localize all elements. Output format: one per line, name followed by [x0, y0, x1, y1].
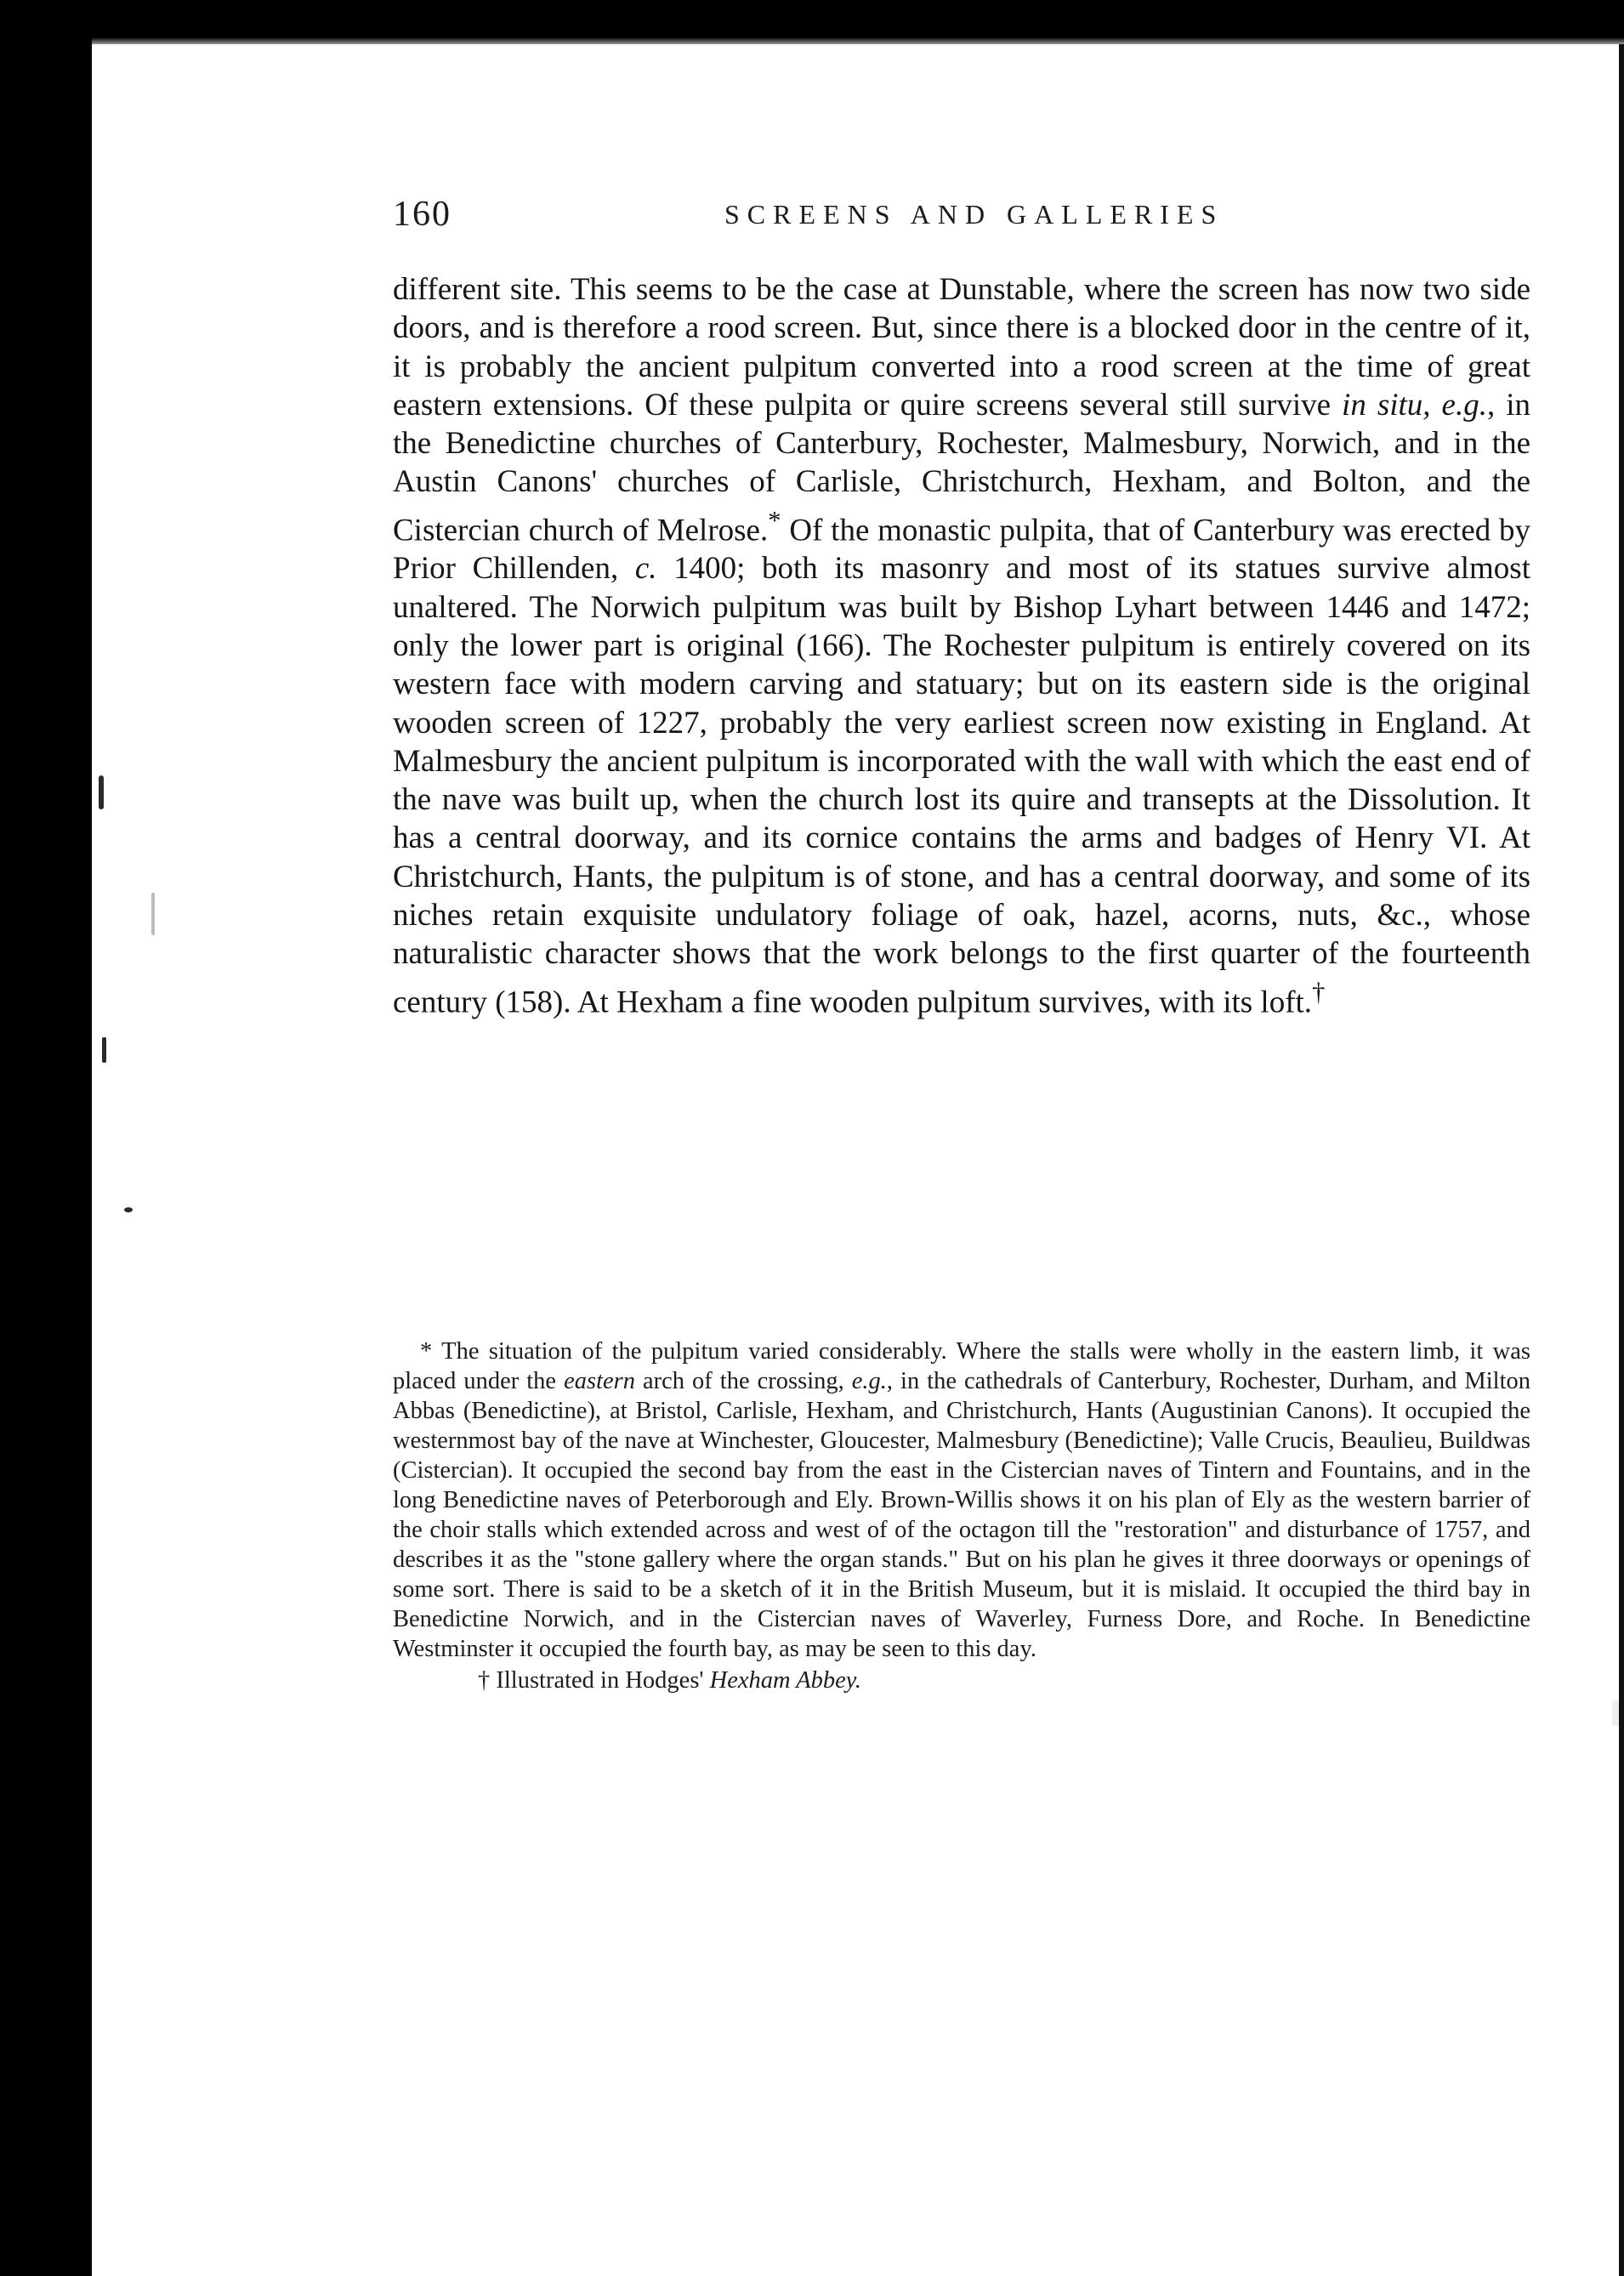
footnote-text-run: † Illustrated in Hodges'	[478, 1667, 710, 1694]
body-text-run: different site. This seems to be the case at Dunstable, where the screen has now two side doors, and is therefore a rood screen. But, since there is a blocked door in the centre of it, it is probably the ancient pulpitum converted into a rood screen at the time of great eastern extensions. Of these pulpita or quire screens several still survive	[393, 272, 1530, 423]
scan-speck	[124, 1207, 133, 1212]
footnotes	[393, 1337, 1530, 1695]
body-italic-run: c.	[634, 551, 657, 587]
footnote-mark-star: *	[768, 505, 781, 535]
scan-speck	[99, 775, 104, 809]
scan-speck	[1612, 1700, 1619, 1726]
footnote-text-run: arch of the crossing,	[635, 1368, 852, 1394]
footnote-italic-run: e.g.	[851, 1368, 887, 1394]
footnote-1	[393, 1337, 1530, 1664]
scan-right-edge	[1619, 44, 1624, 2276]
running-title: SCREENS AND GALLERIES	[724, 199, 1224, 230]
scan-speck	[151, 893, 155, 935]
running-head	[393, 194, 1294, 236]
footnote-text-run: * The situation of the pulpitum varied considerably. Where the stalls were wholly in the eastern limb, it was placed under the	[393, 1338, 1530, 1394]
page-number: 160	[393, 195, 451, 234]
body-text-run: , in the Benedictine churches of Canterbury, Rochester, Malmesbury, Norwich, and in the Austin Canons' churches of Carlisle, Christchurch, Hexham, and Bolton, and the Cistercian church of Melrose.	[393, 387, 1531, 548]
footnote-2	[393, 1666, 1530, 1695]
footnote-italic-run: eastern	[564, 1368, 635, 1394]
body-paragraph	[393, 270, 1530, 1021]
footnote-mark-dagger: †	[1312, 977, 1326, 1007]
body-text-run: Of the monastic pulpita, that of Canterbury was erected by Prior Chillenden,	[393, 513, 1530, 587]
scan-speck	[102, 1037, 106, 1063]
body-text	[393, 270, 1530, 1021]
footnote-italic-run: Hexham Abbey.	[709, 1667, 862, 1694]
body-italic-run: in situ, e.g.	[1342, 387, 1487, 423]
footnote-text-run: , in the cathedrals of Canterbury, Rochester, Durham, and Milton Abbas (Benedictine), at Bristol, Carlisle, Hexham, and Christchurch, Hants (Augustinian Canons). It occupied the westernmost bay of the nave at Winchester, Gloucester, Malmesbury (Benedictine); Valle Crucis, Beaulieu, Buildwas (Cistercian). It occupied the second bay from the east in the Cistercian naves of Tintern and Fountains, and in the long Benedictine naves of Peterborough and Ely. Brown-Willis shows it on his plan of Ely as the western barrier of the choir stalls which extended across and west of of the octagon till the "restoration" and disturbance of 1757, and describes it as the "stone gallery where the organ stands." But on his plan he gives it three doorways or openings of some sort. There is said to be a sketch of it in the British Museum, but it is mislaid. It occupied the third bay in Benedictine Norwich, and in the Cistercian naves of Waverley, Furness Dore, and Roche. In Benedictine Westminster it occupied the fourth bay, as may be seen to this day.	[393, 1368, 1531, 1662]
body-text-run: 1400; both its masonry and most of its statues survive almost unaltered. The Norwich pulpitum was built by Bishop Lyhart between 1446 and 1472; only the lower part is original (166). The Rochester pulpitum is entirely covered on its western face with modern carving and statuary; but on its eastern side is the original wooden screen of 1227, probably the very earliest screen now existing in England. At Malmesbury the ancient pulpitum is incorporated with the wall with which the east end of the nave was built up, when the church lost its quire and transepts at the Dissolution. It has a central doorway, and its cornice contains the arms and badges of Henry VI. At Christchurch, Hants, the pulpitum is of stone, and has a central doorway, and some of its niches retain exquisite undulatory foliage of oak, hazel, acorns, nuts, &c., whose naturalistic character shows that the work belongs to the first quarter of the fourteenth century (158). At Hexham a fine wooden pulpitum survives, with its loft.	[393, 551, 1530, 1019]
